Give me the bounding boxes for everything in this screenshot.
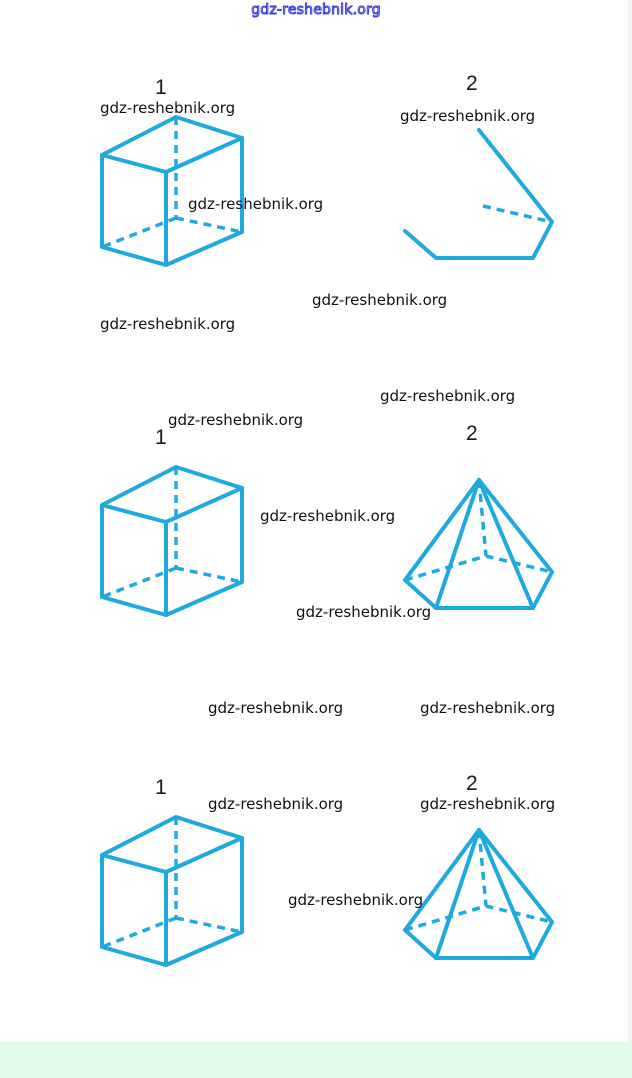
watermark: gdz-reshebnik.org — [188, 195, 324, 213]
watermark: gdz-reshebnik.org — [420, 699, 556, 717]
figure-1-label: 1 — [155, 776, 167, 799]
watermark: gdz-reshebnik.org — [296, 603, 432, 621]
panel-3-drawing — [0, 700, 632, 1020]
top-watermark: gdz-reshebnik.org — [251, 2, 381, 18]
figure-1-label: 1 — [155, 76, 167, 99]
watermark: gdz-reshebnik.org — [100, 315, 236, 333]
watermark: gdz-reshebnik.org — [208, 699, 344, 717]
incomplete-pyramid-figure — [405, 130, 552, 258]
panel-1 — [0, 0, 632, 320]
watermark: gdz-reshebnik.org — [400, 107, 536, 125]
watermark: gdz-reshebnik.org — [208, 795, 344, 813]
cube-figure — [102, 467, 242, 615]
figure-1-label: 1 — [155, 426, 167, 449]
figure-2-label: 2 — [466, 772, 478, 795]
watermark: gdz-reshebnik.org — [288, 891, 424, 909]
watermark: gdz-reshebnik.org — [100, 99, 236, 117]
figure-2-label: 2 — [466, 422, 478, 445]
watermark: gdz-reshebnik.org — [380, 387, 516, 405]
pyramid-figure — [405, 480, 552, 608]
cube-figure — [102, 817, 242, 965]
figure-2-label: 2 — [466, 72, 478, 95]
pyramid-figure — [405, 830, 552, 958]
footer-band — [0, 1042, 632, 1078]
watermark: gdz-reshebnik.org — [420, 795, 556, 813]
panel-1-drawing — [0, 0, 632, 320]
cube-figure — [102, 117, 242, 265]
watermark: gdz-reshebnik.org — [168, 411, 304, 429]
watermark: gdz-reshebnik.org — [260, 507, 396, 525]
panel-3 — [0, 700, 632, 1020]
watermark: gdz-reshebnik.org — [312, 291, 448, 309]
right-edge-strip — [628, 0, 632, 1042]
